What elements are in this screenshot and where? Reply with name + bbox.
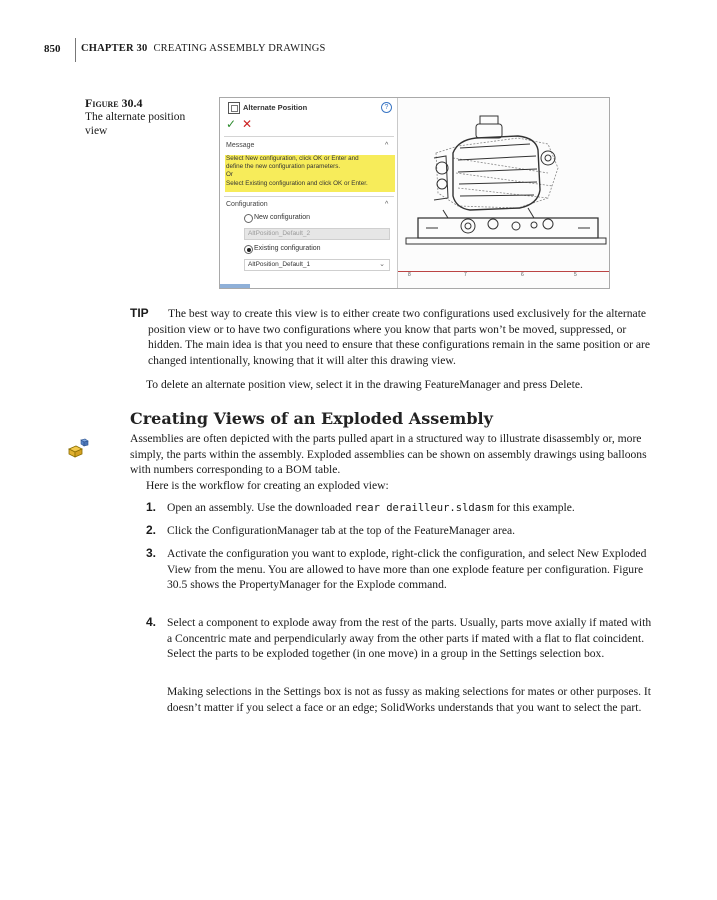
ruler-tick: 6	[521, 272, 524, 278]
message-collapse-icon[interactable]: ^	[385, 142, 389, 149]
ruler-tick: 8	[408, 272, 411, 278]
step-number: 2.	[146, 523, 157, 537]
message-line: define the new configuration parameters.	[226, 163, 341, 171]
configuration-group-label[interactable]: Configuration	[226, 201, 268, 208]
ruler-tick: 5	[574, 272, 577, 278]
page-number: 850	[44, 43, 61, 55]
chapter-title: CREATING ASSEMBLY DRAWINGS	[153, 43, 326, 54]
filename-code: rear derailleur.sldasm	[354, 502, 494, 514]
step-followup-paragraph: Making selections in the Settings box is not as fussy as making selections for mates or other purposes. It doesn’t matter if you select a face or an edge; SolidWorks understands that you want to select the part.	[167, 685, 651, 714]
existing-configuration-select[interactable]	[244, 259, 390, 271]
help-icon[interactable]: ?	[381, 102, 392, 113]
panel-title-text: Alternate Position	[243, 102, 308, 112]
figure-label: Figure 30.4	[85, 96, 143, 110]
step-text	[167, 500, 657, 517]
ok-button[interactable]: ✓	[226, 117, 237, 131]
tip-block	[130, 306, 655, 368]
delete-paragraph: To delete an alternate position view, select it in the drawing FeatureManager and press Delete.	[146, 378, 583, 391]
panel-title	[228, 102, 307, 114]
figure-screenshot	[219, 97, 610, 289]
running-header	[81, 43, 326, 54]
existing-configuration-radio[interactable]	[244, 245, 253, 254]
new-configuration-label: New configuration	[254, 214, 311, 221]
cancel-button[interactable]: ✕	[242, 117, 253, 131]
step-text-part: Open an assembly. Use the downloaded	[167, 501, 355, 514]
step-number: 3.	[146, 546, 157, 560]
message-line: Or	[226, 171, 233, 179]
figure-caption	[85, 96, 195, 138]
message-group-label[interactable]: Message	[226, 142, 255, 149]
section-intro	[130, 431, 662, 478]
figure-caption-text: The alternate position view	[85, 111, 186, 137]
header-divider	[75, 38, 76, 62]
existing-configuration-label: Existing configuration	[254, 245, 321, 252]
sheet-ruler	[398, 271, 609, 272]
message-line: Select Existing configuration and click OK or Enter.	[226, 179, 368, 187]
step-text: Select a component to explode away from the rest of the parts. Usually, parts move axially if mated with a Concentric mate and perpendicularly away from the other parts if mated with a flat to flat coincident. Select the parts to be exploded together (in one move) in a group in the Settings selection box.	[167, 616, 652, 661]
configuration-collapse-icon[interactable]: ^	[385, 201, 389, 208]
tip-text: The best way to create this view is to either create two configurations used exclusively for the alternate position view or to have two configurations where you know that parts won’t be moved, suppressed, or hidden. The main idea is that you need to ensure that these configurations remain in the same position or are changed intentionally, knowing that it will alter this drawing view.	[148, 307, 651, 367]
group-divider	[224, 196, 394, 197]
new-configuration-radio[interactable]	[244, 214, 253, 223]
drawing-canvas	[398, 98, 609, 288]
message-box	[225, 155, 395, 192]
step-number: 4.	[146, 615, 157, 629]
panel-scrollbar[interactable]	[220, 284, 250, 288]
tip-label: TIP	[130, 306, 149, 320]
workflow-intro: Here is the workflow for creating an exploded view:	[146, 479, 389, 492]
section-heading: Creating Views of an Exploded Assembly	[130, 409, 493, 428]
property-manager-panel	[220, 98, 398, 288]
step-text: Click the ConfigurationManager tab at the top of the FeatureManager area.	[167, 524, 516, 537]
alternate-position-icon	[228, 102, 240, 114]
chevron-down-icon: ⌄	[379, 261, 385, 268]
derailleur-assembly-view	[398, 98, 609, 270]
existing-configuration-value: AltPosition_Default_1	[248, 261, 311, 268]
step-text: Activate the configuration you want to explode, right-click the configuration, and select New Exploded View from the menu. You are allowed to have more than one explode feature per configuration. Figure 30.5 shows the PropertyManager for the Explode command.	[167, 547, 647, 592]
message-line: Select New configuration, click OK or Enter and	[226, 155, 359, 162]
section-intro-text: Assemblies are often depicted with the parts pulled apart in a structured way to illustrate disassembly or, more simply, the parts within the assembly. Exploded assemblies can be shown on assembly drawings using balloons with numbers corresponding to a BOM table.	[130, 432, 647, 477]
group-divider	[224, 136, 394, 137]
ruler-tick: 7	[464, 272, 467, 278]
new-configuration-name-field[interactable]: AltPosition_Default_2	[244, 228, 390, 240]
chapter-label: CHAPTER 30	[81, 43, 148, 54]
step-text-part: for this example.	[493, 501, 575, 514]
step-number: 1.	[146, 500, 157, 514]
assembly-icon	[67, 437, 91, 461]
